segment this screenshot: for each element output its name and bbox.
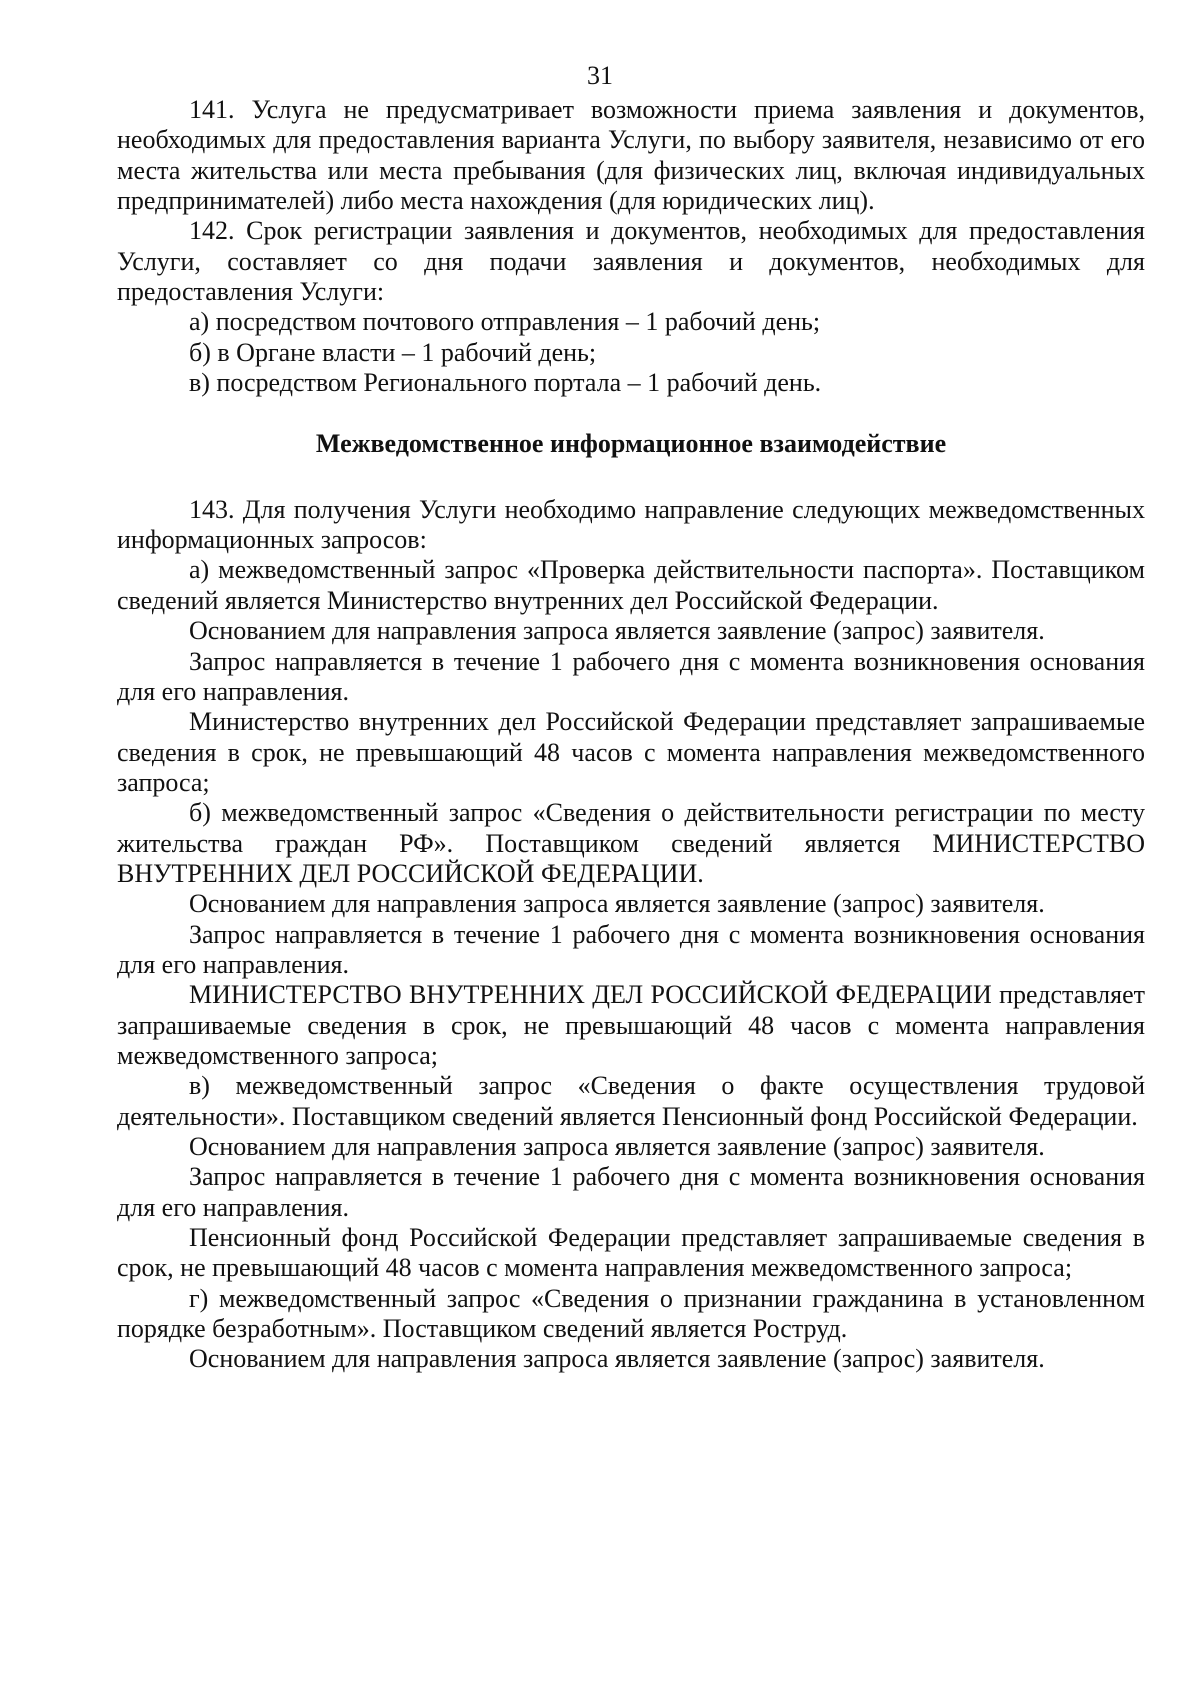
request-a-response: Министерство внутренних дел Российской Федерации представляет запрашиваемые сведения в срок, не превышающий 48 часов с момента направления межведомственного запроса; (117, 707, 1145, 797)
request-c: в) межведомственный запрос «Сведения о факте осуществления трудовой деятельности». Поставщиком сведений является Пенсионный фонд Российской Федерации. (117, 1071, 1145, 1131)
request-c-basis: Основанием для направления запроса является заявление (запрос) заявителя. (189, 1132, 1045, 1161)
paragraph-143: 143. Для получения Услуги необходимо направление следующих межведомственных информационных запросов: (117, 494, 1145, 555)
page-number: 31 (587, 61, 613, 90)
request-b: б) межведомственный запрос «Сведения о действительности регистрации по месту жительства граждан РФ». Поставщиком сведений является МИНИСТЕРСТВО ВНУТРЕННИХ ДЕЛ РОССИЙСКОЙ ФЕДЕРАЦИИ. (117, 798, 1145, 888)
list-item-c: в) посредством Регионального портала – 1 рабочий день. (189, 368, 822, 398)
request-a-basis: Основанием для направления запроса является заявление (запрос) заявителя. (189, 616, 1045, 646)
list-item-b: б) в Органе власти – 1 рабочий день; (189, 337, 597, 367)
section-heading: Межведомственное информационное взаимодействие (315, 429, 947, 459)
paragraph-142: 142. Срок регистрации заявления и документов, необходимых для предоставления Услуги, составляет со дня подачи заявления и документов, необходимых для предоставления Услуги: (117, 216, 1145, 307)
list-item-a: а) посредством почтового отправления – 1 рабочий день; (189, 307, 821, 337)
request-b-response: МИНИСТЕРСТВО ВНУТРЕННИХ ДЕЛ РОССИЙСКОЙ ФЕДЕРАЦИИ представляет запрашиваемые сведения в срок, не превышающий 48 часов с момента направления межведомственного запроса; (117, 980, 1145, 1070)
request-c-response: Пенсионный фонд Российской Федерации представляет запрашиваемые сведения в срок, не превышающий 48 часов с момента направления межведомственного запроса; (117, 1223, 1145, 1283)
request-a: а) межведомственный запрос «Проверка действительности паспорта». Поставщиком сведений является Министерство внутренних дел Российской Федерации. (117, 555, 1145, 615)
request-d-basis: Основанием для направления запроса является заявление (запрос) заявителя. (189, 1344, 1045, 1374)
request-b-basis: Основанием для направления запроса является заявление (запрос) заявителя. (189, 889, 1045, 919)
paragraph-141: 141. Услуга не предусматривает возможности приема заявления и документов, необходимых для предоставления варианта Услуги, по выбору заявителя, независимо от его места жительства или места пребывания (для физических лиц, включая индивидуальных предпринимателей) либо места нахождения (для юридических лиц). (117, 95, 1145, 216)
request-a-timing: Запрос направляется в течение 1 рабочего дня с момента возникновения основания для его направления. (117, 646, 1145, 706)
request-c-timing: Запрос направляется в течение 1 рабочего дня с момента возникновения основания для его направления. (117, 1162, 1145, 1222)
document-body (117, 95, 1145, 1375)
request-d: г) межведомственный запрос «Сведения о признании гражданина в установленном порядке безработным». Поставщиком сведений является Роструд. (117, 1283, 1145, 1344)
request-b-timing: Запрос направляется в течение 1 рабочего дня с момента возникновения основания для его направления. (117, 919, 1145, 979)
